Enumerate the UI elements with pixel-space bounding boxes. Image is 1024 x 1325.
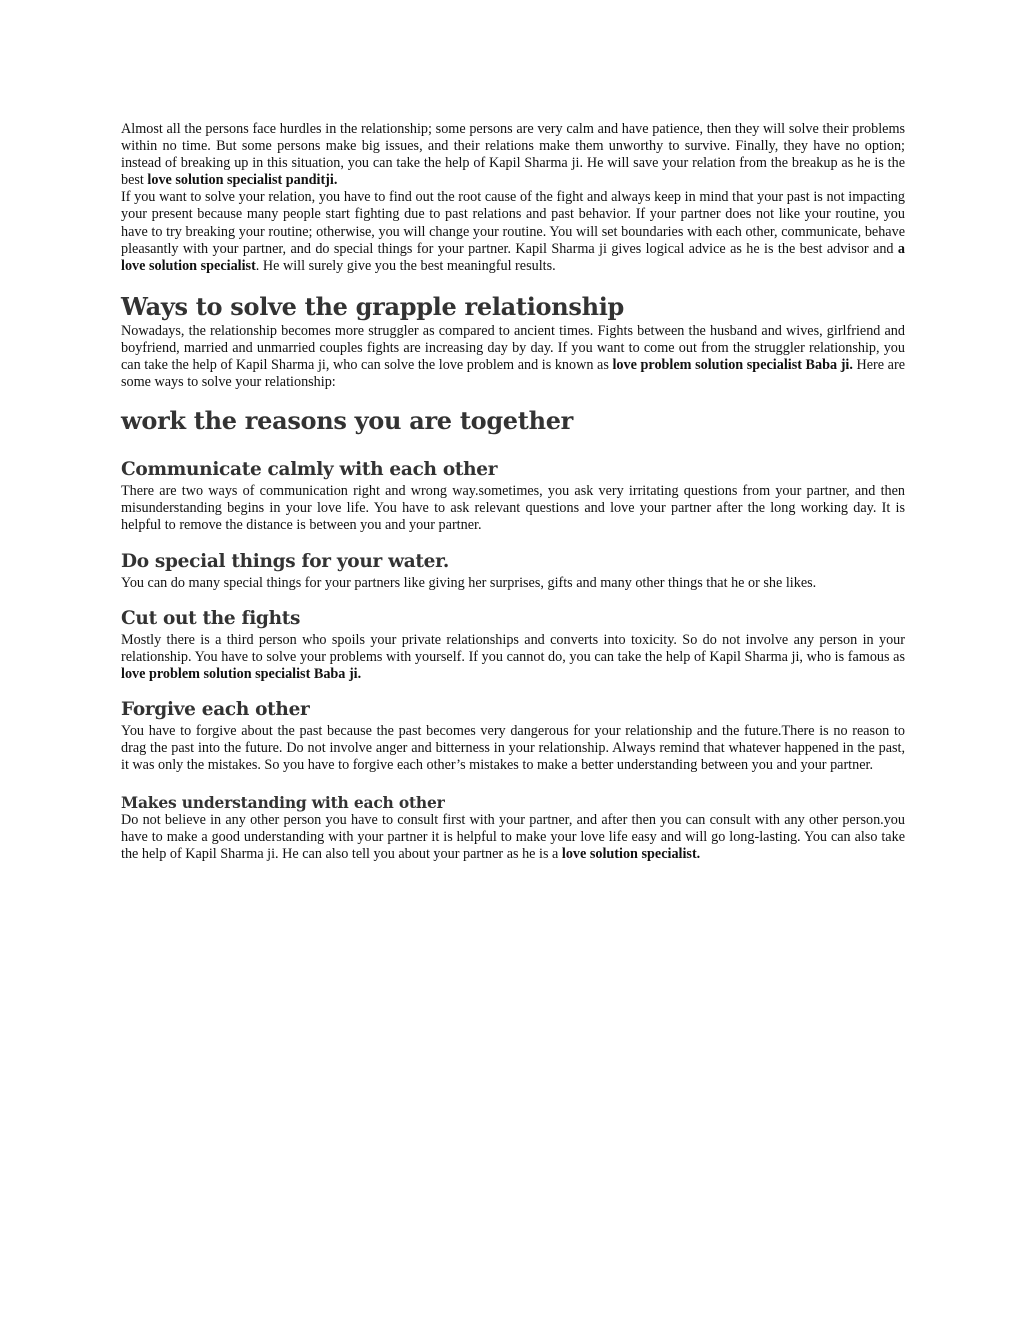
ways-paragraph-tail: Here are some ways to solve your relationship: xyxy=(121,357,905,391)
special-paragraph: You can do many special things for your partners like giving her surprises, gifts and many other things that he or she likes. xyxy=(121,574,817,591)
ways-paragraph xyxy=(121,323,905,391)
fights-paragraph-bold: love problem solution specialist Baba ji. xyxy=(121,665,362,682)
communicate-paragraph: There are two ways of communication right and wrong way.sometimes, you ask very irritating questions from your partner, and then misunderstanding begins in your love life. You have to ask relevant questions and love your partner after the long working day. It is helpful to remove the distance is between you and your partner. xyxy=(121,483,905,534)
ways-heading: Ways to solve the grapple relationship xyxy=(121,291,625,321)
fights-paragraph xyxy=(121,632,905,683)
intro-paragraph-2-tail: . He will surely give you the best meaningful results. xyxy=(255,257,556,274)
fights-paragraph-text: Mostly there is a third person who spoils your private relationships and converts into toxicity. So do not involve any person in your relationship. You have to solve your problems with yourself. If you cannot do, you can take the help of Kapil Sharma ji, who is famous as xyxy=(121,631,905,665)
document-content xyxy=(121,121,905,863)
ways-paragraph-text: Nowadays, the relationship becomes more struggler as compared to ancient times. Fights between the husband and wives, girlfriend and boyfriend, married and unmarried couples fights are increasing day by day. If you want to come out from the struggler relationship, you can take the help of Kapil Sharma ji, who can solve the love problem and is known as xyxy=(121,322,905,374)
intro-paragraph-2-bold: a love solution specialist xyxy=(121,240,905,274)
intro-paragraph-1 xyxy=(121,121,905,189)
intro-paragraph-2 xyxy=(121,189,905,274)
understanding-paragraph-bold: love solution specialist. xyxy=(561,846,701,863)
understanding-paragraph xyxy=(121,812,905,863)
understanding-heading: Makes understanding with each other xyxy=(121,793,445,813)
forgive-heading: Forgive each other xyxy=(121,698,310,720)
special-heading: Do special things for your water. xyxy=(121,550,449,572)
together-heading: work the reasons you are together xyxy=(121,406,574,436)
intro-paragraph-1-text: Almost all the persons face hurdles in the relationship; some persons are very calm and have patience, then they will solve their problems within no time. But some persons make big issues, and their relations make them unworthy to survive. Finally, they have no option; instead of breaking up in this situation, you can take the help of Kapil Sharma ji. He will save your relation from the breakup as he is the best xyxy=(121,121,905,189)
understanding-paragraph-text: Do not believe in any other person you have to consult first with your partner, and after then you can consult with any other person.you have to make a good understanding with your partner it is helpful to make your love life easy and will go long-lasting. You can also take the help of Kapil Sharma ji. He can also tell you about your partner as he is a xyxy=(121,812,905,863)
forgive-paragraph: You have to forgive about the past because the past becomes very dangerous for your relationship and the future.There is no reason to drag the past into the future. Do not involve anger and bitterness in your relationship. Always remind that whatever happened in the past, it was only the mistakes. So you have to forgive each other’s mistakes to make a better understanding between you and your partner. xyxy=(121,722,905,774)
fights-heading: Cut out the fights xyxy=(121,607,301,629)
intro-paragraph-1-bold: love solution specialist panditji. xyxy=(147,172,338,189)
communicate-heading: Communicate calmly with each other xyxy=(121,459,498,481)
intro-paragraph-2-text: If you want to solve your relation, you have to find out the root cause of the fight and always keep in mind that your past is not impacting your present because many people start fighting due to past relations and past behavior. If your partner does not like your routine, you have to try breaking your routine; otherwise, you will change your routine. You will set boundaries with each other, communicate, behave pleasantly with your partner, and do special things for your partner. Kapil Sharma ji gives logical advice as he is the best advisor and xyxy=(121,189,905,257)
ways-paragraph-bold: love problem solution specialist Baba ji. xyxy=(612,357,853,374)
